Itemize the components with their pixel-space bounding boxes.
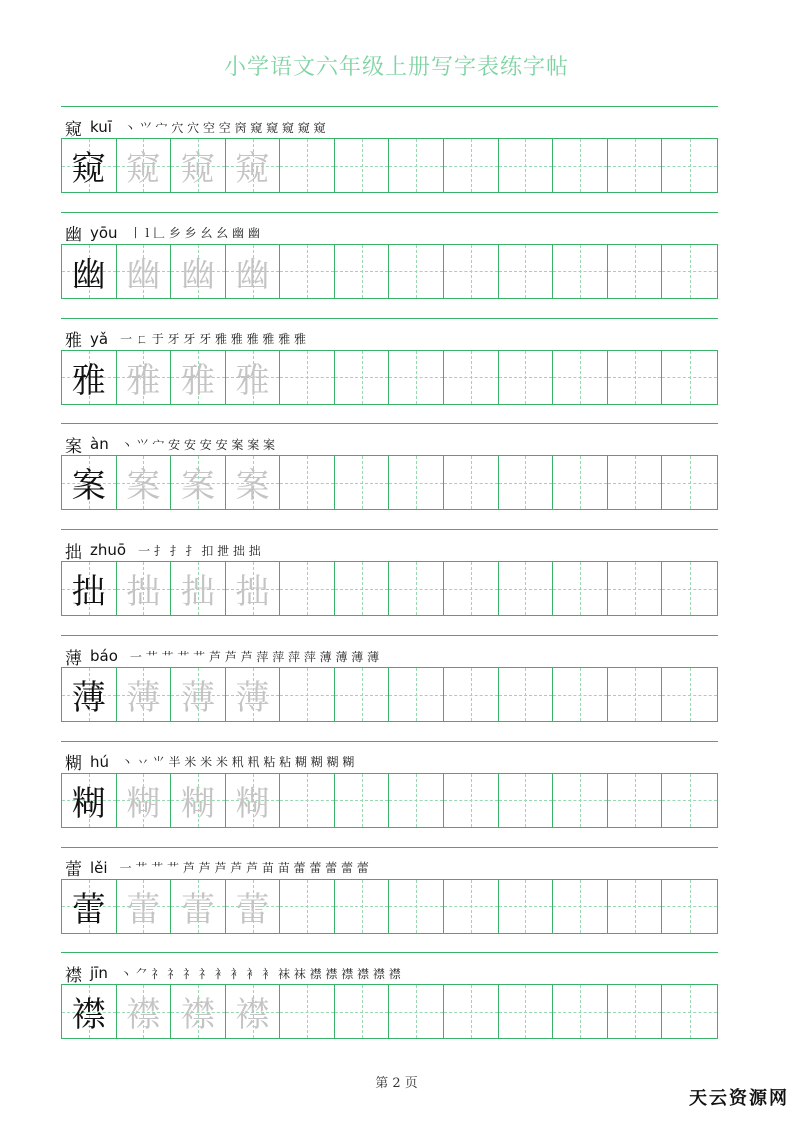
practice-cell[interactable] xyxy=(444,985,499,1038)
model-character: 襟 xyxy=(71,995,106,1036)
model-character: 案 xyxy=(71,466,106,507)
writing-grid xyxy=(61,773,718,828)
trace-character: 案 xyxy=(126,466,161,507)
stroke-order: 一 艹 艹 艹 艹 芦 芦 芦 萍 萍 萍 萍 薄 薄 薄 薄 xyxy=(129,649,380,664)
practice-cell[interactable] xyxy=(389,985,444,1038)
label-character: 薄 xyxy=(65,648,82,669)
practice-cell[interactable] xyxy=(444,668,499,721)
character-label xyxy=(65,221,260,245)
practice-cell[interactable] xyxy=(553,985,608,1038)
practice-cell[interactable] xyxy=(389,351,444,404)
pinyin: yǎ xyxy=(90,329,109,348)
practice-cell[interactable] xyxy=(553,456,608,509)
trace-cell xyxy=(117,985,172,1038)
model-cell xyxy=(62,668,117,721)
practice-cell[interactable] xyxy=(389,774,444,827)
label-character: 襟 xyxy=(65,965,82,986)
model-cell xyxy=(62,456,117,509)
practice-cell[interactable] xyxy=(553,351,608,404)
trace-cell xyxy=(117,774,172,827)
practice-cell[interactable] xyxy=(608,774,663,827)
pinyin: kuī xyxy=(90,118,112,136)
practice-cell[interactable] xyxy=(335,668,390,721)
writing-grid xyxy=(61,879,718,934)
stroke-order: 丨 l 𠃊 乡 乡 幺 幺 幽 幽 xyxy=(129,226,260,241)
row-divider xyxy=(61,423,718,424)
row-divider xyxy=(61,106,718,107)
stroke-order: 丶 ⺈ 礻 礻 礻 礻 衤 衤 衤 衤 袜 袜 襟 襟 襟 襟 襟 襟 xyxy=(119,966,401,981)
practice-cell[interactable] xyxy=(444,774,499,827)
writing-grid xyxy=(61,455,718,510)
practice-cell[interactable] xyxy=(608,668,663,721)
practice-cell[interactable] xyxy=(662,774,717,827)
practice-cell[interactable] xyxy=(280,245,335,298)
practice-cell[interactable] xyxy=(662,668,717,721)
practice-cell[interactable] xyxy=(280,351,335,404)
trace-character: 案 xyxy=(235,466,270,507)
character-label xyxy=(65,750,354,774)
trace-character: 雅 xyxy=(180,360,215,401)
trace-character: 拙 xyxy=(126,572,161,613)
trace-cell xyxy=(117,668,172,721)
trace-cell xyxy=(117,562,172,615)
trace-character: 糊 xyxy=(235,783,270,824)
trace-cell xyxy=(171,880,226,933)
character-label xyxy=(65,327,306,351)
trace-cell xyxy=(117,456,172,509)
practice-cell[interactable] xyxy=(553,774,608,827)
trace-character: 雅 xyxy=(235,360,270,401)
practice-cell[interactable] xyxy=(608,985,663,1038)
trace-cell xyxy=(226,880,281,933)
site-watermark: 天云资源网 xyxy=(689,1088,789,1109)
writing-grid xyxy=(61,244,718,299)
model-cell xyxy=(62,774,117,827)
practice-cell[interactable] xyxy=(280,456,335,509)
pinyin: àn xyxy=(90,435,109,454)
trace-cell xyxy=(171,456,226,509)
trace-cell xyxy=(117,245,172,298)
trace-cell xyxy=(226,985,281,1038)
character-label xyxy=(65,644,379,668)
trace-character: 窥 xyxy=(126,149,161,189)
trace-character: 雅 xyxy=(126,360,161,401)
trace-cell xyxy=(171,668,226,721)
row-divider xyxy=(61,212,718,213)
model-character: 糊 xyxy=(71,783,106,824)
pinyin: zhuō xyxy=(90,541,127,560)
practice-cell[interactable] xyxy=(499,245,554,298)
trace-cell xyxy=(226,456,281,509)
practice-cell[interactable] xyxy=(499,456,554,509)
practice-cell[interactable] xyxy=(444,562,499,615)
pinyin: jīn xyxy=(90,964,108,983)
character-label xyxy=(65,856,369,880)
pinyin: hú xyxy=(90,752,110,771)
practice-cell[interactable] xyxy=(608,562,663,615)
writing-grid xyxy=(61,561,718,616)
trace-character: 襟 xyxy=(126,995,161,1036)
row-divider xyxy=(61,635,718,636)
model-cell xyxy=(62,245,117,298)
trace-character: 案 xyxy=(180,466,215,507)
practice-cell[interactable] xyxy=(499,351,554,404)
row-divider xyxy=(61,318,718,319)
practice-cell[interactable] xyxy=(608,880,663,933)
trace-cell xyxy=(117,880,172,933)
row-divider xyxy=(61,952,718,953)
row-divider xyxy=(61,529,718,530)
trace-character: 襟 xyxy=(235,995,270,1036)
practice-cell[interactable] xyxy=(335,351,390,404)
label-character: 窥 xyxy=(65,119,82,140)
trace-cell xyxy=(171,351,226,404)
practice-cell[interactable] xyxy=(499,668,554,721)
practice-cell[interactable] xyxy=(335,985,390,1038)
character-label xyxy=(65,538,261,562)
practice-cell[interactable] xyxy=(553,880,608,933)
trace-character: 拙 xyxy=(235,572,270,613)
trace-character: 幽 xyxy=(235,254,270,295)
trace-cell xyxy=(226,139,281,192)
trace-character: 襟 xyxy=(180,995,215,1036)
label-character: 雅 xyxy=(65,331,82,352)
practice-cell[interactable] xyxy=(662,351,717,404)
label-character: 拙 xyxy=(65,542,82,563)
trace-cell xyxy=(226,562,281,615)
stroke-order: 一 艹 艹 艹 芦 芦 芦 芦 芦 苗 苗 蕾 蕾 蕾 蕾 蕾 xyxy=(119,861,369,876)
practice-cell[interactable] xyxy=(499,985,554,1038)
practice-cell[interactable] xyxy=(553,139,608,192)
label-character: 糊 xyxy=(65,754,82,775)
writing-grid xyxy=(61,667,718,722)
practice-cell[interactable] xyxy=(444,456,499,509)
practice-cell[interactable] xyxy=(444,880,499,933)
trace-cell xyxy=(226,245,281,298)
trace-character: 糊 xyxy=(180,783,215,824)
label-character: 案 xyxy=(65,436,82,457)
model-character: 幽 xyxy=(71,254,106,295)
model-character: 雅 xyxy=(71,360,106,401)
practice-cell[interactable] xyxy=(389,245,444,298)
practice-cell[interactable] xyxy=(335,880,390,933)
practice-cell[interactable] xyxy=(499,880,554,933)
model-character: 窥 xyxy=(71,149,106,189)
practice-cell[interactable] xyxy=(280,668,335,721)
model-cell xyxy=(62,562,117,615)
trace-character: 拙 xyxy=(180,572,215,613)
practice-cell[interactable] xyxy=(553,562,608,615)
practice-cell[interactable] xyxy=(662,456,717,509)
practice-cell[interactable] xyxy=(280,880,335,933)
model-cell xyxy=(62,880,117,933)
practice-cell[interactable] xyxy=(608,456,663,509)
practice-cell[interactable] xyxy=(335,774,390,827)
page-title: 小学语文六年级上册写字表练字帖 xyxy=(223,55,569,80)
practice-cell[interactable] xyxy=(499,562,554,615)
model-character: 薄 xyxy=(71,678,106,718)
practice-cell[interactable] xyxy=(389,562,444,615)
practice-cell[interactable] xyxy=(280,562,335,615)
practice-cell[interactable] xyxy=(662,562,717,615)
trace-character: 蕾 xyxy=(180,889,215,930)
stroke-order: 一 扌 扌 扌 扣 抴 拙 拙 xyxy=(138,543,261,558)
model-character: 拙 xyxy=(71,572,106,613)
trace-cell xyxy=(171,985,226,1038)
stroke-order: 丶 ⺍ 宀 安 安 安 安 案 案 案 xyxy=(120,437,276,452)
writing-grid xyxy=(61,138,718,193)
character-label xyxy=(65,961,401,985)
row-divider xyxy=(61,847,718,848)
practice-cell[interactable] xyxy=(662,245,717,298)
trace-cell xyxy=(226,668,281,721)
trace-character: 幽 xyxy=(126,254,161,295)
pinyin: yōu xyxy=(90,223,118,242)
trace-character: 窥 xyxy=(235,149,270,189)
practice-cell[interactable] xyxy=(553,668,608,721)
trace-cell xyxy=(117,139,172,192)
practice-cell[interactable] xyxy=(608,351,663,404)
character-label xyxy=(65,115,326,139)
practice-cell[interactable] xyxy=(608,139,663,192)
trace-cell xyxy=(171,139,226,192)
practice-cell[interactable] xyxy=(499,774,554,827)
practice-cell[interactable] xyxy=(608,245,663,298)
trace-cell xyxy=(171,774,226,827)
practice-cell[interactable] xyxy=(444,139,499,192)
practice-cell[interactable] xyxy=(335,456,390,509)
writing-grid xyxy=(61,984,718,1039)
practice-cell[interactable] xyxy=(335,245,390,298)
practice-cell[interactable] xyxy=(444,245,499,298)
model-cell xyxy=(62,351,117,404)
character-label xyxy=(65,432,275,456)
practice-cell[interactable] xyxy=(280,985,335,1038)
practice-cell[interactable] xyxy=(389,456,444,509)
trace-cell xyxy=(117,351,172,404)
trace-character: 蕾 xyxy=(126,889,161,930)
practice-cell[interactable] xyxy=(499,139,554,192)
practice-cell[interactable] xyxy=(335,562,390,615)
trace-character: 薄 xyxy=(235,678,270,718)
stroke-order: 丶 丷 ⺌ 半 米 米 米 籸 籸 粘 粘 糊 糊 糊 糊 xyxy=(121,755,355,770)
trace-character: 糊 xyxy=(126,783,161,824)
stroke-order: 丶 ⺍ 宀 穴 穴 空 空 窉 窥 窥 窥 窥 窥 xyxy=(123,120,326,135)
trace-cell xyxy=(171,562,226,615)
practice-cell[interactable] xyxy=(335,139,390,192)
practice-cell[interactable] xyxy=(280,774,335,827)
label-character: 幽 xyxy=(65,225,82,246)
practice-cell[interactable] xyxy=(662,880,717,933)
model-character: 蕾 xyxy=(71,889,106,930)
practice-cell[interactable] xyxy=(662,985,717,1038)
page-number: 第 2 页 xyxy=(375,1076,418,1091)
practice-cell[interactable] xyxy=(389,139,444,192)
trace-character: 窥 xyxy=(180,149,215,189)
practice-cell[interactable] xyxy=(389,668,444,721)
trace-character: 薄 xyxy=(126,678,161,718)
writing-grid xyxy=(61,350,718,405)
practice-cell[interactable] xyxy=(553,245,608,298)
trace-character: 幽 xyxy=(180,254,215,295)
pinyin: báo xyxy=(90,647,118,665)
stroke-order: 一 ㄈ 于 牙 牙 牙 雅 雅 雅 雅 雅 雅 xyxy=(120,332,307,347)
trace-character: 薄 xyxy=(180,678,215,718)
trace-cell xyxy=(226,351,281,404)
practice-cell[interactable] xyxy=(662,139,717,192)
trace-character: 蕾 xyxy=(235,889,270,930)
pinyin: lěi xyxy=(90,858,108,877)
practice-cell[interactable] xyxy=(389,880,444,933)
row-divider xyxy=(61,741,718,742)
practice-cell[interactable] xyxy=(280,139,335,192)
trace-cell xyxy=(171,245,226,298)
model-cell xyxy=(62,139,117,192)
model-cell xyxy=(62,985,117,1038)
label-character: 蕾 xyxy=(65,860,82,881)
practice-cell[interactable] xyxy=(444,351,499,404)
trace-cell xyxy=(226,774,281,827)
